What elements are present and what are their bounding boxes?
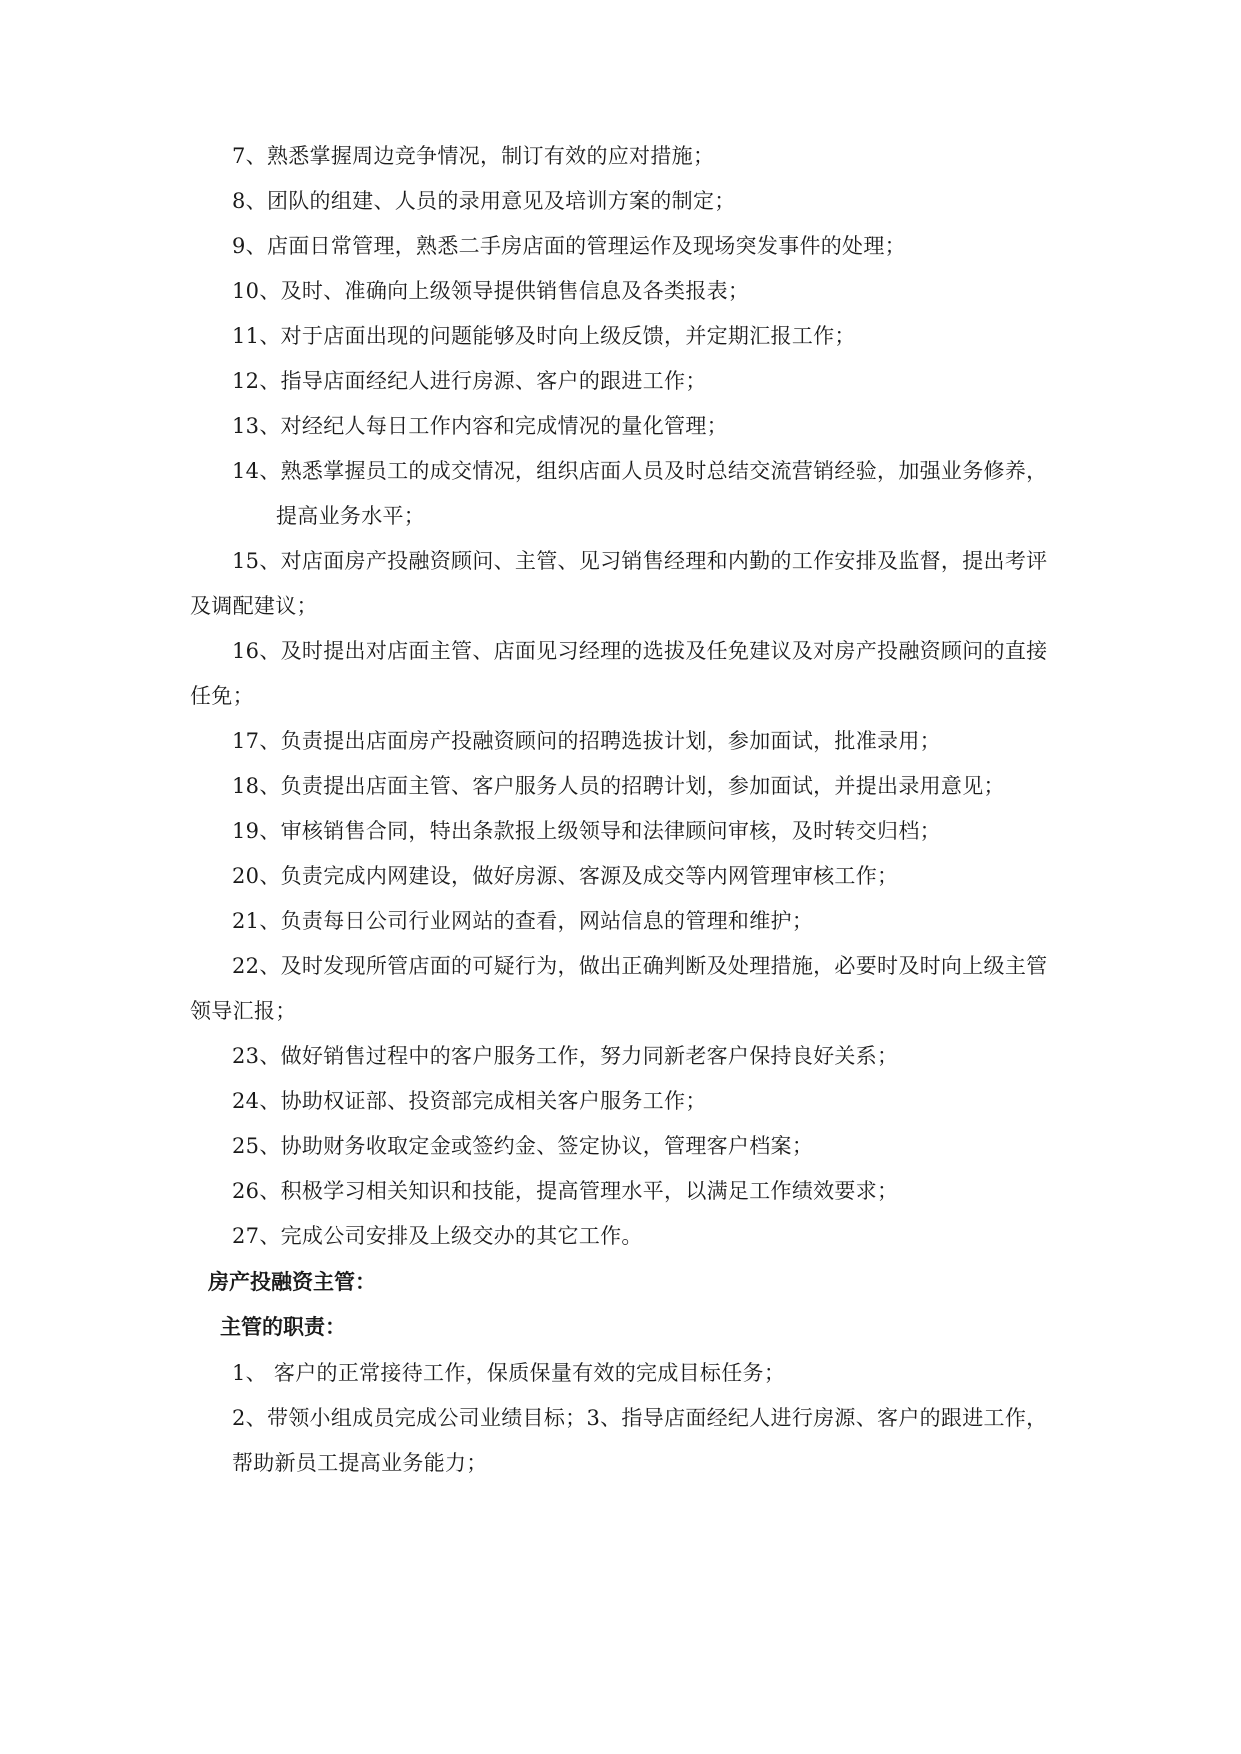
duty-item-26: 26、积极学习相关知识和技能，提高管理水平，以满足工作绩效要求； (232, 1179, 899, 1203)
duty-item-15-cont: 及调配建议； (190, 594, 318, 618)
supervisor-duty-2-3: 2、带领小组成员完成公司业绩目标；3、指导店面经纪人进行房源、客户的跟进工作， (232, 1406, 1048, 1430)
duty-item-23: 23、做好销售过程中的客户服务工作，努力同新老客户保持良好关系； (232, 1044, 899, 1068)
duty-item-24: 24、协助权证部、投资部完成相关客户服务工作； (232, 1089, 707, 1113)
duty-item-16: 16、及时提出对店面主管、店面见习经理的选拔及任免建议及对房产投融资顾问的直接 (232, 639, 1048, 663)
duty-item-21: 21、负责每日公司行业网站的查看，网站信息的管理和维护； (232, 909, 814, 933)
duty-item-11: 11、对于店面出现的问题能够及时向上级反馈，并定期汇报工作； (232, 324, 856, 348)
duty-item-19: 19、审核销售合同，特出条款报上级领导和法律顾问审核，及时转交归档； (232, 819, 941, 843)
duty-item-20: 20、负责完成内网建设，做好房源、客源及成交等内网管理审核工作； (232, 864, 899, 888)
duty-item-27: 27、完成公司安排及上级交办的其它工作。 (232, 1224, 643, 1248)
section-title: 房产投融资主管： (208, 1270, 376, 1294)
duty-item-15: 15、对店面房产投融资顾问、主管、见习销售经理和内勤的工作安排及监督，提出考评 (232, 549, 1048, 573)
duty-item-9: 9、店面日常管理，熟悉二手房店面的管理运作及现场突发事件的处理； (232, 234, 906, 258)
supervisor-duty-1: 1、 客户的正常接待工作，保质保量有效的完成目标任务； (232, 1361, 786, 1385)
duty-item-13: 13、对经纪人每日工作内容和完成情况的量化管理； (232, 414, 728, 438)
duty-item-22: 22、及时发现所管店面的可疑行为，做出正确判断及处理措施，必要时及时向上级主管 (232, 954, 1048, 978)
duty-item-14: 14、熟悉掌握员工的成交情况，组织店面人员及时总结交流营销经验，加强业务修养， (232, 459, 1048, 483)
subsection-title: 主管的职责： (220, 1315, 346, 1339)
duty-item-10: 10、及时、准确向上级领导提供销售信息及各类报表； (232, 279, 750, 303)
duty-item-12: 12、指导店面经纪人进行房源、客户的跟进工作； (232, 369, 707, 393)
duty-item-16-cont: 任免； (190, 684, 254, 708)
duty-item-22-cont: 领导汇报； (190, 999, 297, 1023)
supervisor-duty-3-cont: 帮助新员工提高业务能力； (232, 1451, 488, 1475)
duty-item-17: 17、负责提出店面房产投融资顾问的招聘选拔计划，参加面试，批准录用； (232, 729, 941, 753)
duty-item-8: 8、团队的组建、人员的录用意见及培训方案的制定； (232, 189, 736, 213)
duty-item-25: 25、协助财务收取定金或签约金、签定协议，管理客户档案； (232, 1134, 814, 1158)
duty-item-7: 7、熟悉掌握周边竞争情况，制订有效的应对措施； (232, 144, 715, 168)
duty-item-18: 18、负责提出店面主管、客户服务人员的招聘计划，参加面试，并提出录用意见； (232, 774, 1005, 798)
duty-item-14-cont: 提高业务水平； (276, 504, 426, 528)
